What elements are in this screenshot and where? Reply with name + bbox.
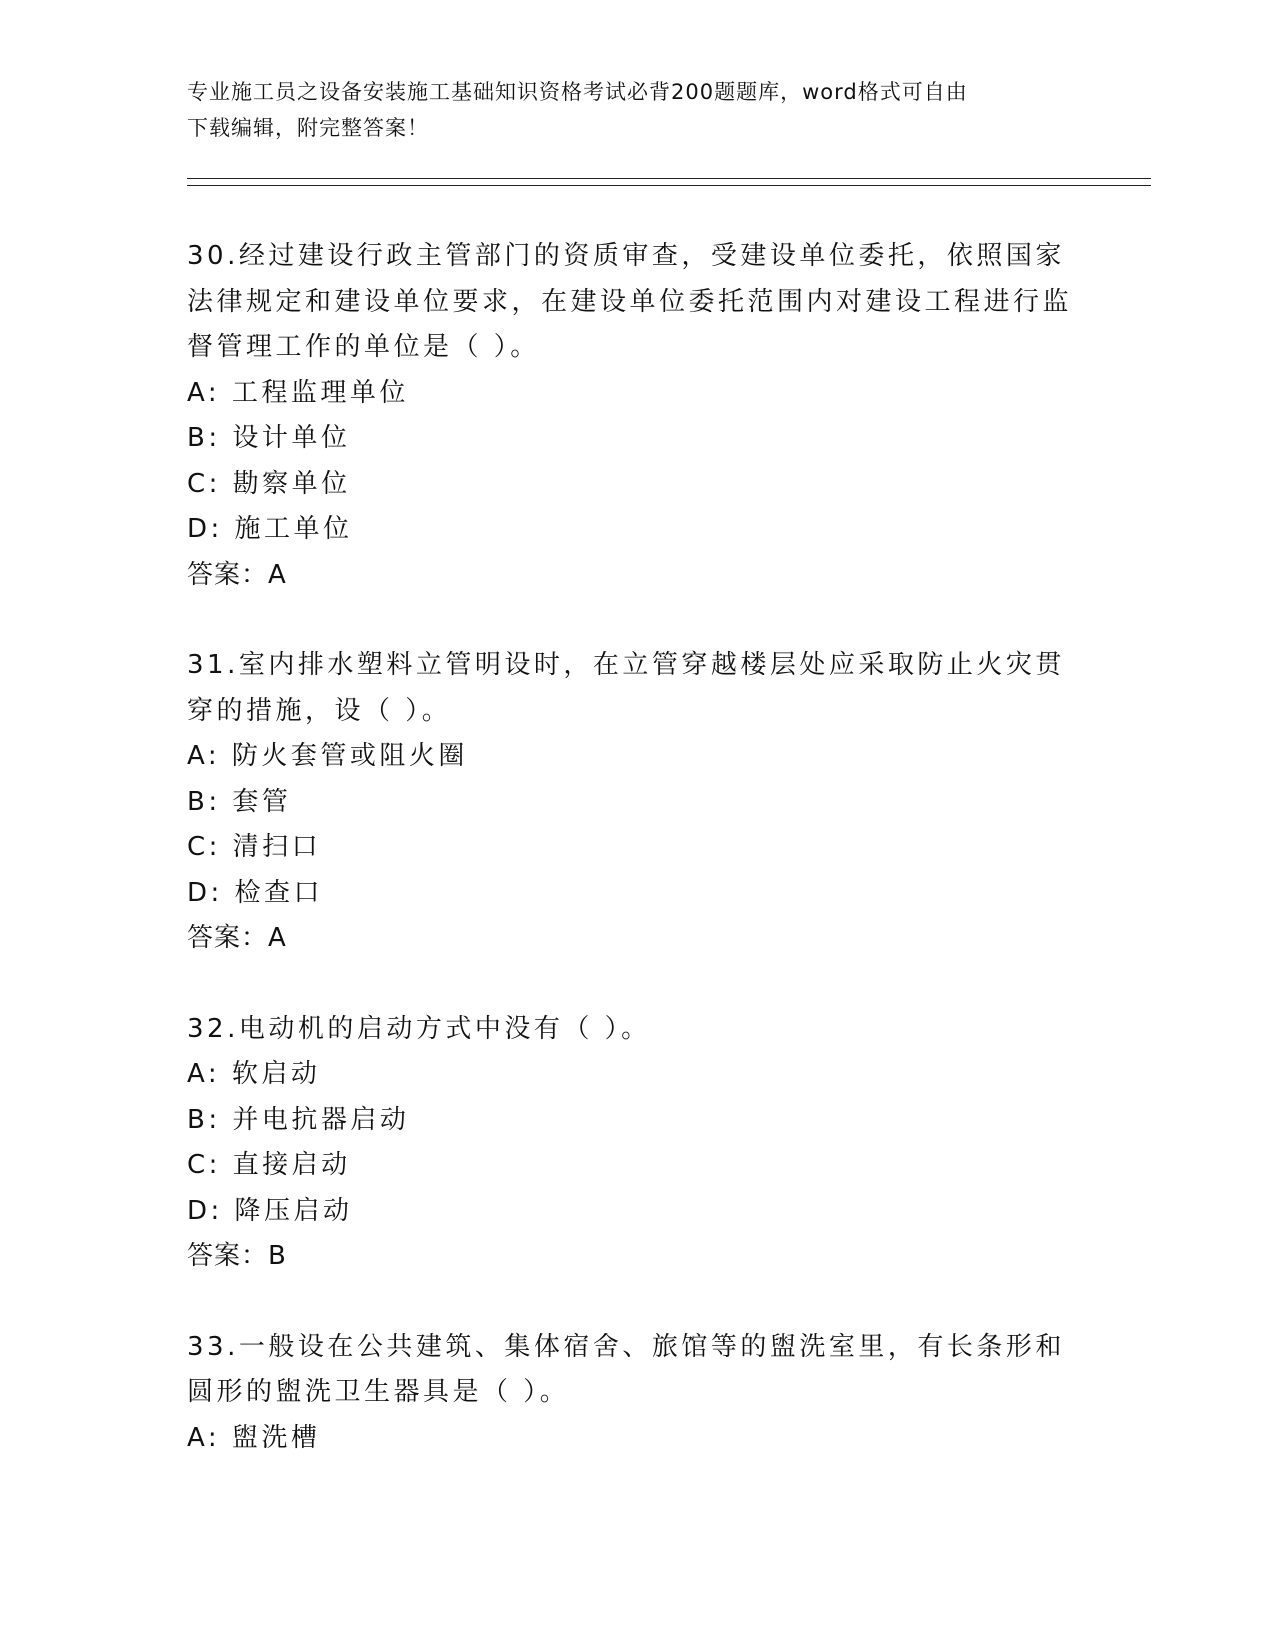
header-title-line-1: 专业施工员之设备安装施工基础知识资格考试必背200题题库，word格式可自由 [187, 80, 968, 104]
option-c: C: 勘察单位 [187, 468, 351, 499]
question-30 [187, 234, 1087, 598]
option-a: A: 软启动 [187, 1059, 321, 1089]
option-a: A: 防火套管或阻火圈 [187, 741, 468, 771]
option-d: D: 检查口 [187, 877, 324, 908]
answer: 答案：B [187, 1241, 287, 1271]
answer: 答案：A [187, 923, 287, 953]
option-c: C: 直接启动 [187, 1150, 351, 1180]
question-list [187, 234, 1087, 1506]
option-a: A: 盥洗槽 [187, 1422, 321, 1453]
question-stem: 30.经过建设行政主管部门的资质审查，受建设单位委托，依照国家法律规定和建设单位要求，在建设单位委托范围内对建设工程进行监督管理工作的单位是（ ）。 [187, 241, 1073, 362]
question-stem: 31.室内排水塑料立管明设时，在立管穿越楼层处应采取防止火灾贯穿的措施，设（ ）。 [187, 650, 1065, 726]
question-stem: 33.一般设在公共建筑、集体宿舍、旅馆等的盥洗室里，有长条形和圆形的盥洗卫生器具是（ ）。 [187, 1331, 1065, 1407]
option-b: B: 并电抗器启动 [187, 1104, 410, 1135]
question-33 [187, 1325, 1087, 1462]
option-b: B: 套管 [187, 786, 292, 817]
answer: 答案：A [187, 559, 287, 590]
option-d: D: 施工单位 [187, 514, 353, 544]
option-d: D: 降压启动 [187, 1195, 353, 1226]
question-32 [187, 1007, 1087, 1280]
option-c: C: 清扫口 [187, 832, 322, 862]
option-b: B: 设计单位 [187, 423, 351, 453]
option-a: A: 工程监理单位 [187, 377, 409, 408]
question-stem: 32.电动机的启动方式中没有（ ）。 [187, 1013, 651, 1044]
header-divider [187, 178, 1151, 186]
header-title-line-2: 下载编辑，附完整答案！ [187, 116, 429, 140]
document-header [187, 74, 1067, 146]
question-31 [187, 643, 1087, 962]
